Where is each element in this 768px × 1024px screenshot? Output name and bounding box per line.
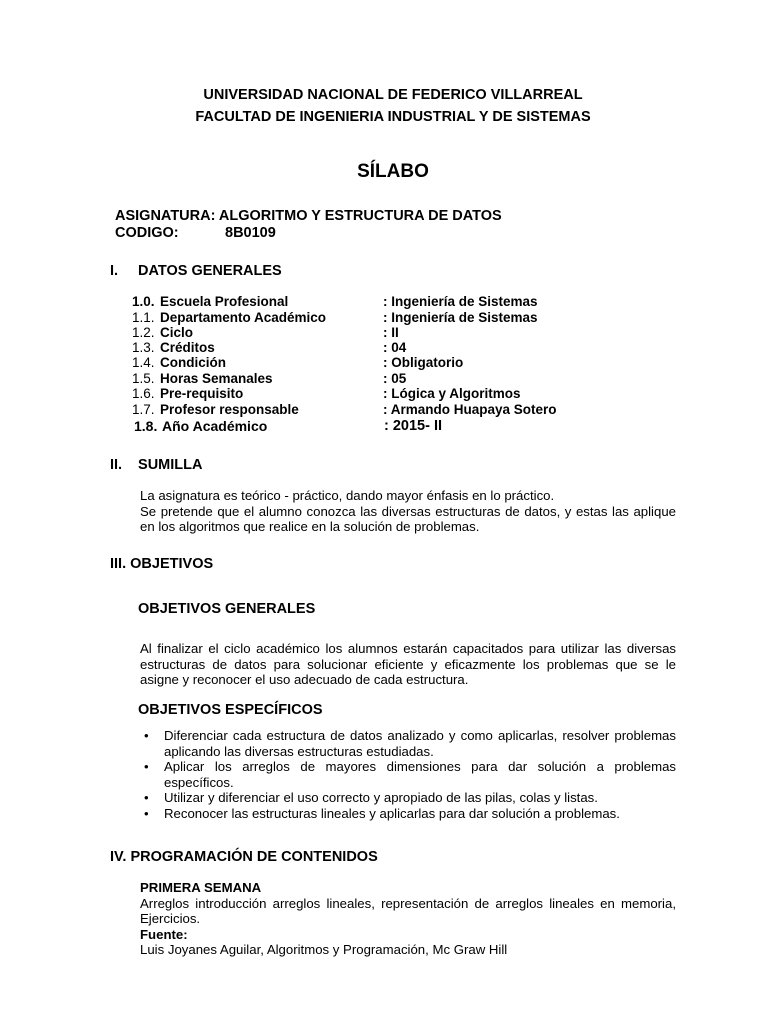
row-number: 1.8. [134, 418, 158, 434]
section-2-heading [110, 457, 202, 473]
specific-objectives-list [140, 728, 676, 821]
specific-objectives-title: OBJETIVOS ESPECÍFICOS [138, 702, 323, 718]
bullet-icon: • [144, 728, 149, 743]
section-1-number: I. [110, 263, 119, 279]
summary-line-1: La asignatura es teórico - práctico, dando mayor énfasis en lo práctico. [140, 488, 555, 503]
row-label: Año Académico [162, 418, 268, 434]
week-block [140, 880, 676, 958]
subject-label: ASIGNATURA: [115, 208, 216, 224]
row-value: : 2015- II [384, 418, 443, 434]
source-text: Luis Joyanes Aguilar, Algoritmos y Programación, Mc Graw Hill [140, 942, 508, 957]
code-label: CODIGO: [115, 225, 179, 241]
row-number: 1.6. [132, 386, 155, 401]
section-2-title: SUMILLA [138, 457, 203, 473]
section-1-heading [110, 263, 282, 279]
week-title: PRIMERA SEMANA [140, 880, 262, 895]
subject-line [115, 208, 502, 224]
code-value: 8B0109 [225, 225, 276, 241]
summary-line-2: Se pretende que el alumno conozca las diversas estructuras de datos, y estas las aplique en los algoritmos que realice en la solución de problemas. [140, 503, 676, 534]
section-3-title: OBJETIVOS [130, 556, 214, 572]
list-item-text: Reconocer las estructuras lineales y aplicarlas para dar solución a problemas. [164, 805, 620, 821]
list-item-text: Utilizar y diferenciar el uso correcto y apropiado de las pilas, colas y listas. [164, 790, 598, 805]
list-item [140, 806, 676, 822]
row-value: : Ingeniería de Sistemas [383, 310, 538, 325]
list-item-text: Aplicar los arreglos de mayores dimensiones para dar solución a problemas específicos. [164, 759, 676, 790]
row-value: : 05 [383, 371, 407, 386]
section-3-heading [110, 556, 213, 572]
row-number: 1.5. [132, 371, 155, 386]
bullet-icon: • [144, 790, 149, 805]
row-number: 1.2. [132, 325, 155, 340]
row-value: : 04 [383, 340, 407, 355]
row-number: 1.7. [132, 402, 155, 417]
section-4-title: PROGRAMACIÓN DE CONTENIDOS [130, 849, 378, 865]
row-label: Créditos [160, 340, 215, 355]
week-text: Arreglos introducción arreglos lineales, representación de arreglos lineales en memoria, Ejercicios. [140, 895, 676, 926]
row-number: 1.4. [132, 355, 155, 370]
section-3-number: III. [110, 556, 127, 572]
row-label: Pre-requisito [160, 386, 244, 401]
row-label: Departamento Académico [160, 310, 327, 325]
general-objectives-text: Al finalizar el ciclo académico los alumnos estarán capacitados para utilizar las diversas estructuras de datos para solucionar eficiente y eficazmente los problemas que se le asigne y reconocer el uso adecuado de cada estructura. [140, 641, 676, 687]
bullet-icon: • [144, 805, 149, 821]
row-value: : Lógica y Algoritmos [383, 386, 521, 401]
row-value: : Obligatorio [383, 355, 464, 370]
source-label: Fuente: [140, 926, 188, 942]
general-objectives-title: OBJETIVOS GENERALES [138, 601, 316, 617]
university-name: UNIVERSIDAD NACIONAL DE FEDERICO VILLARREAL [203, 87, 583, 103]
row-value: : Ingeniería de Sistemas [383, 294, 538, 309]
row-label: Horas Semanales [160, 371, 273, 386]
subject-value: ALGORITMO Y ESTRUCTURA DE DATOS [218, 208, 502, 224]
row-label: Ciclo [160, 325, 194, 340]
list-item [140, 759, 676, 790]
list-item [140, 728, 676, 759]
row-label: Escuela Profesional [160, 294, 289, 309]
faculty-name: FACULTAD DE INGENIERIA INDUSTRIAL Y DE SISTEMAS [195, 109, 591, 125]
row-number: 1.3. [132, 340, 155, 355]
row-value: : II [383, 325, 399, 340]
list-item [140, 790, 676, 806]
section-4-heading [110, 849, 378, 865]
document-title: SÍLABO [357, 161, 429, 182]
list-item-text: Diferenciar cada estructura de datos analizado y como aplicarlas, resolver problemas aplicando las diversas estructuras estudiadas. [164, 728, 676, 759]
row-label: Condición [160, 355, 226, 370]
section-4-number: IV. [110, 849, 127, 865]
bullet-icon: • [144, 759, 149, 774]
row-number: 1.1. [132, 310, 155, 325]
summary-paragraph [140, 488, 676, 535]
row-label: Profesor responsable [160, 402, 299, 417]
row-value: : Armando Huapaya Sotero [383, 402, 557, 417]
section-2-number: II. [110, 457, 123, 473]
row-number: 1.0. [132, 294, 155, 309]
section-1-title: DATOS GENERALES [138, 263, 282, 279]
